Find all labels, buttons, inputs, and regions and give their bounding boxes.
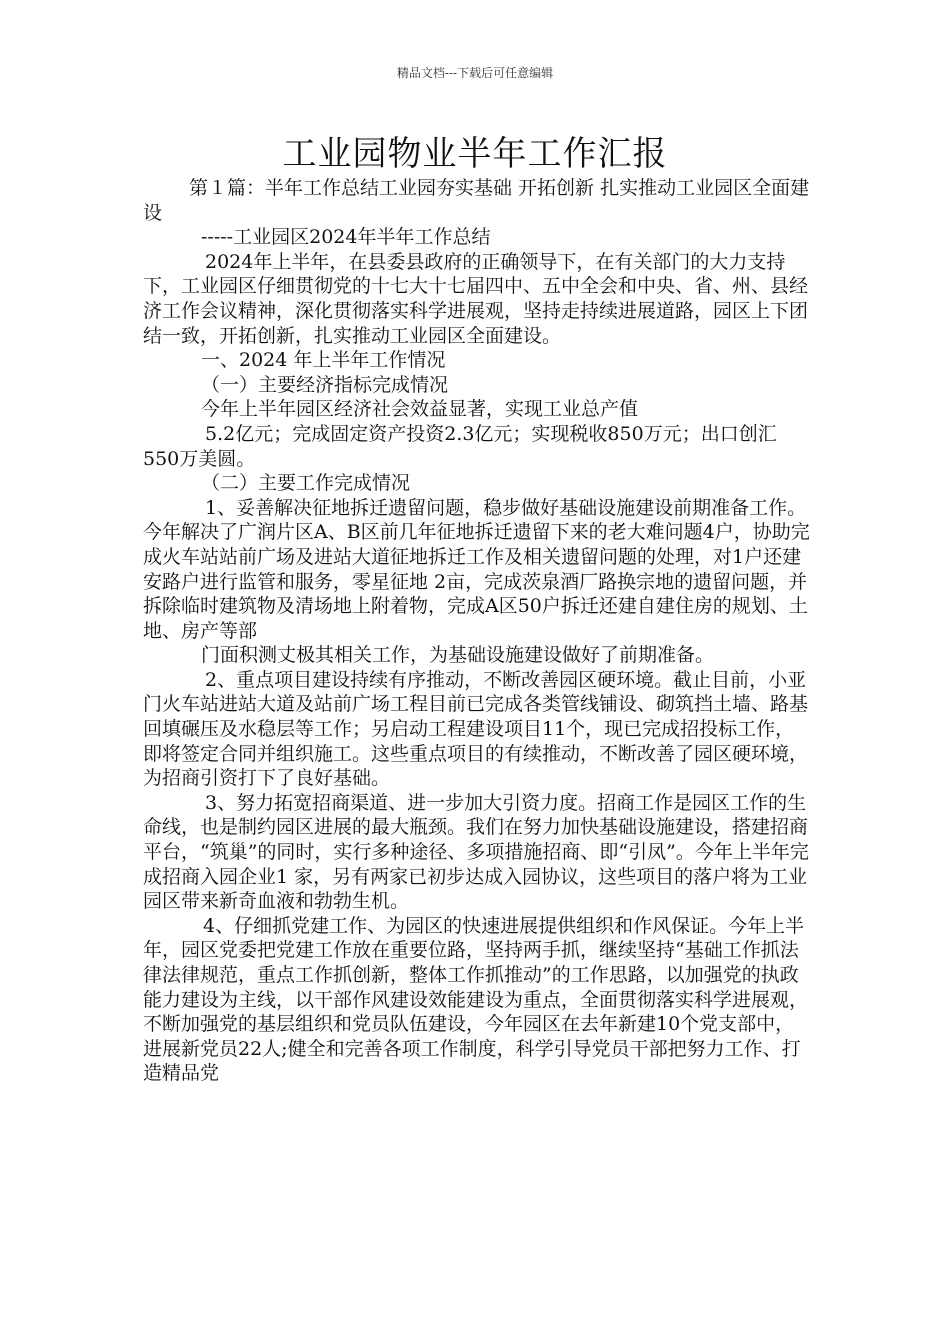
subtitle-line: -----工业园区2024年半年工作总结	[201, 226, 491, 249]
section-heading-1: 一、2024 年上半年工作情况	[201, 349, 446, 372]
page-header-note: 精品文档---下载后可任意编辑	[396, 66, 554, 80]
item-4-paragraph: 4、仔细抓党建工作、为园区的快速进展提供组织和作风保证。今年上半年，园区党委把党建工作放在重要位路，坚持两手抓，继续坚持“基础工作抓法律法律规范，重点工作抓创新，整体工作抓推动”的工作思路，以加强党的执政能力建设为主线，以干部作风建设效能建设为重点，全面贯彻落实科学进展观，不断加强党的基层组织和党员队伍建设，今年园区在去年新建10个党支部中，进展新党员22人;健全和完善各项工作制度，科学引导党员干部把努力工作、打造精品党	[143, 914, 809, 1085]
document-title: 工业园物业半年工作汇报	[282, 134, 668, 174]
item-1-continuation: 门面积测丈极其相关工作，为基础设施建设做好了前期准备。	[201, 644, 715, 667]
intro-paragraph: 2024年上半年，在县委县政府的正确领导下，在有关部门的大力支持下，工业园区仔细贯彻党的十七大十七届四中、五中全会和中央、省、州、县经济工作会议精神，深化贯彻落实科学进展观，坚持走持续进展道路，园区上下团结一致，开拓创新，扎实推动工业园区全面建设。	[143, 250, 809, 347]
item-1-paragraph: 1、妥善解决征地拆迁遗留问题，稳步做好基础设施建设前期准备工作。今年解决了广润片区A、B区前几年征地拆迁遗留下来的老大难问题4户，协助完成火车站站前广场及进站大道征地拆迁工作及相关遗留问题的处理，对1户还建安路户进行监管和服务，零星征地 2亩，完成茨泉酒厂路换宗地的遗留问题，并拆除临时建筑物及清场地上附着物，完成A区50户拆迁还建自建住房的规划、土地、房产等部	[143, 496, 810, 642]
item-3-paragraph: 3、努力拓宽招商渠道、进一步加大引资力度。招商工作是园区工作的生命线，也是制约园区进展的最大瓶颈。我们在努力加快基础设施建设，搭建招商平台，“筑巢”的同时，实行多种途径、多项措施招商、即“引凤”。今年上半年完成招商入园企业1 家，另有两家已初步达成入园协议，这些项目的落户将为工业园区带来新奇血液和勃勃生机。	[143, 791, 809, 913]
subsection-heading-1: （一）主要经济指标完成情况	[201, 373, 449, 396]
economy-paragraph: 今年上半年园区经济社会效益显著，实现工业总产值	[201, 398, 639, 421]
subsection-heading-2: （二）主要工作完成情况	[201, 472, 411, 495]
chapter-heading: 第１篇：半年工作总结工业园夯实基础 开拓创新 扎实推动工业园区全面建设	[143, 177, 810, 224]
economy-figures: 5.2亿元；完成固定资产投资2.3亿元；实现税收850万元；出口创汇 550万美圆。	[143, 422, 777, 470]
item-2-paragraph: 2、重点项目建设持续有序推动，不断改善园区硬环境。截止目前，小亚门火车站进站大道及站前广场工程目前已完成各类管线铺设、砌筑挡土墙、路基回填碾压及水稳层等工作；另启动工程建设项目11个，现已完成招投标工作，即将签定合同并组织施工。这些重点项目的有续推动，不断改善了园区硬环境，为招商引资打下了良好基础。	[143, 668, 809, 790]
document-body	[143, 176, 811, 1086]
